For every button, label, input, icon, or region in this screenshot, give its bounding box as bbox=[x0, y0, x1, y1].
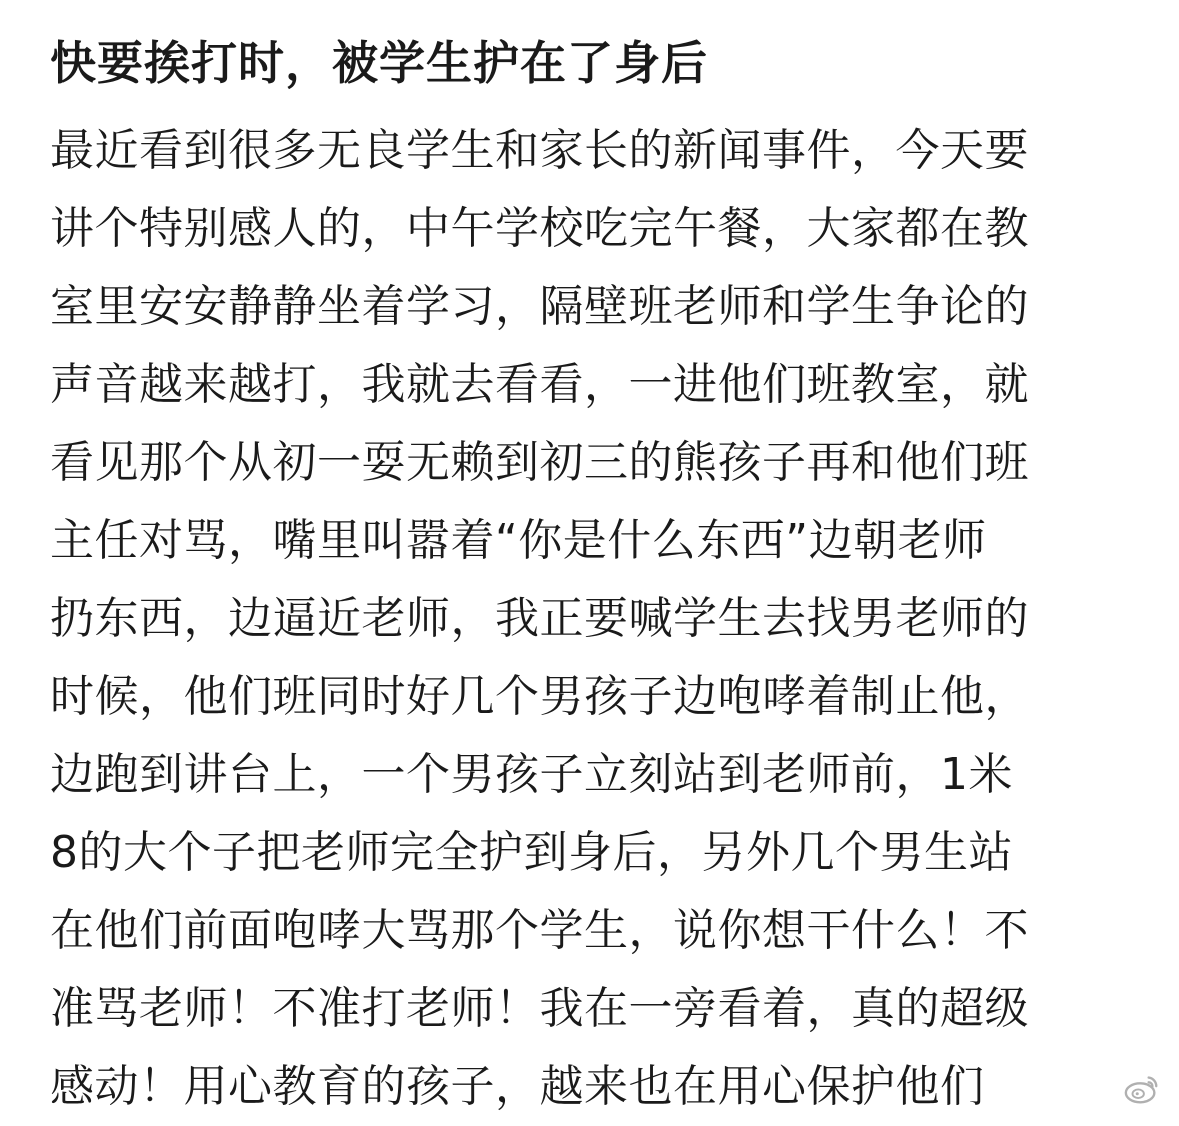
body-line: 时候，他们班同时好几个男孩子边咆哮着制止他， bbox=[50, 671, 1029, 722]
body-line: 扔东西，边逼近老师，我正要喊学生去找男老师的 bbox=[50, 593, 1029, 644]
post-body bbox=[50, 112, 1130, 1126]
watermark bbox=[1113, 1064, 1171, 1114]
post-title: 快要挨打时，被学生护在了身后 bbox=[50, 36, 708, 90]
weibo-logo-icon bbox=[1123, 1070, 1161, 1108]
body-line: 最近看到很多无良学生和家长的新闻事件，今天要 bbox=[50, 125, 1029, 176]
body-line: 主任对骂，嘴里叫嚣着“你是什么东西”边朝老师 bbox=[50, 515, 987, 566]
body-line: 边跑到讲台上，一个男孩子立刻站到老师前，1米 bbox=[50, 749, 1013, 800]
body-line: 声音越来越打，我就去看看，一进他们班教室，就 bbox=[50, 359, 1029, 410]
body-line: 在他们前面咆哮大骂那个学生，说你想干什么！不 bbox=[50, 905, 1029, 956]
body-line: 讲个特别感人的，中午学校吃完午餐，大家都在教 bbox=[50, 203, 1029, 254]
body-line: 室里安安静静坐着学习，隔壁班老师和学生争论的 bbox=[50, 281, 1029, 332]
body-line: 感动！用心教育的孩子，越来也在用心保护他们 bbox=[50, 1061, 985, 1112]
body-line: 8的大个子把老师完全护到身后，另外几个男生站 bbox=[50, 827, 1013, 878]
post bbox=[50, 28, 1130, 1126]
body-line: 准骂老师！不准打老师！我在一旁看着，真的超级 bbox=[50, 983, 1029, 1034]
body-line: 看见那个从初一耍无赖到初三的熊孩子再和他们班 bbox=[50, 437, 1029, 488]
